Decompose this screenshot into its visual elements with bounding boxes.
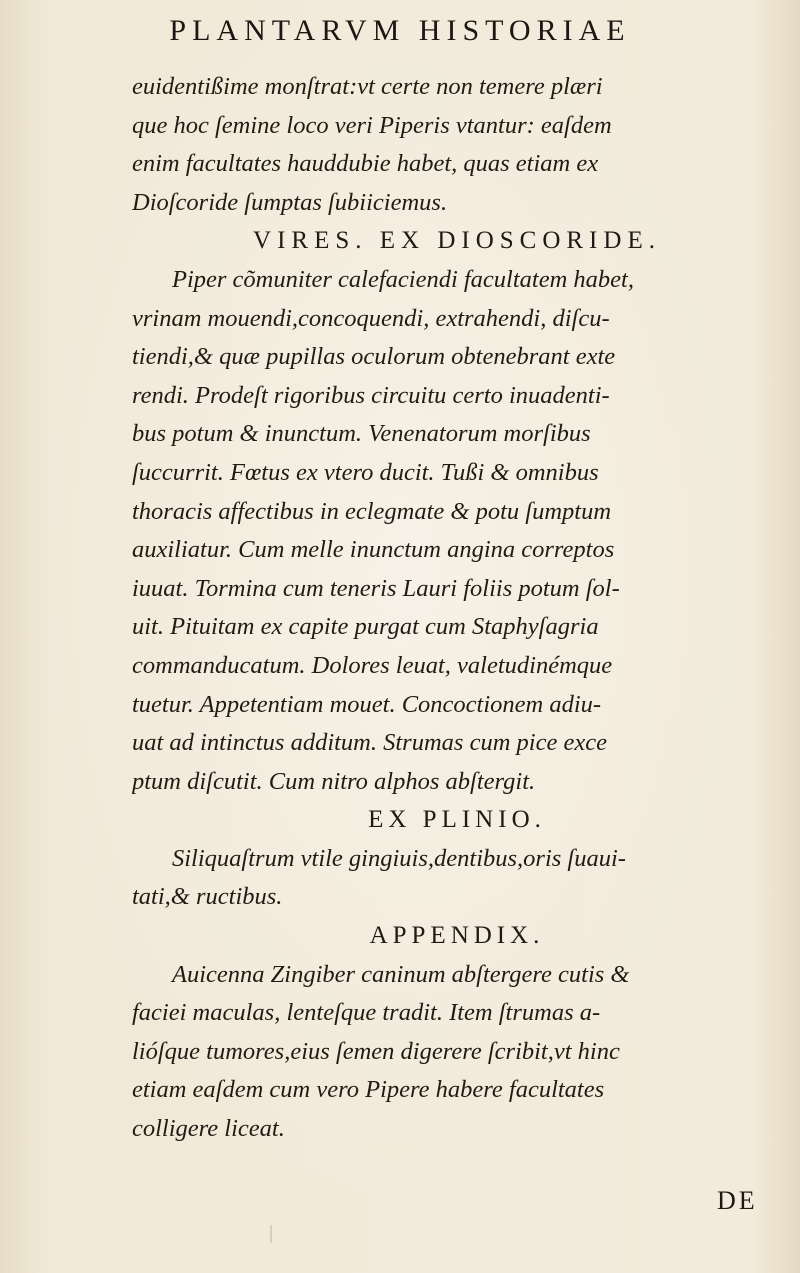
- text-line: que hoc ſemine loco veri Piperis vtantur: eaſdem: [132, 111, 612, 139]
- text-line: euidentißime monſtrat:vt certe non temere plæri: [132, 73, 603, 100]
- text-line: rendi. Prodeſt rigoribus circuitu certo inuadenti-: [132, 381, 610, 409]
- text-line: vrinam mouendi,concoquendi, extrahendi, diſcu-: [132, 304, 610, 332]
- text-line: ptum diſcutit. Cum nitro alphos abſtergit.: [132, 767, 536, 795]
- text-line: enim facultates hauddubie habet, quas etiam ex: [132, 150, 599, 178]
- text-line: tiendi,& quæ pupillas oculorum obtenebrant exte: [132, 343, 616, 371]
- text-line: colligere liceat.: [132, 1115, 285, 1143]
- page-crease: [270, 1225, 272, 1243]
- text-line: Siliquaſtrum vtile gingiuis,dentibus,oris ſuaui-: [172, 844, 626, 872]
- text-line: commanducatum. Dolores leuat, valetudinémque: [132, 651, 613, 679]
- text-line: iuuat. Tormina cum teneris Lauri foliis potum ſol-: [132, 574, 620, 602]
- text-line: thoracis affectibus in eclegmate & potu ſumptum: [132, 497, 612, 525]
- text-line: Auicenna Zingiber caninum abſtergere cutis &: [172, 960, 630, 988]
- text-line: ſuccurrit. Fœtus ex vtero ducit. Tußi & omnibus: [132, 458, 599, 486]
- text-line: faciei maculas, lenteſque tradit. Item ſtrumas a-: [132, 999, 601, 1027]
- text-line: uat ad intinctus additum. Strumas cum pice exce: [132, 729, 607, 757]
- catchword: DE: [717, 1186, 758, 1215]
- section-heading-appendix: APPENDIX.: [369, 922, 545, 950]
- text-line: Dioſcoride ſumptas ſubiiciemus.: [132, 188, 448, 216]
- text-line: auxiliatur. Cum melle inunctum angina correptos: [132, 536, 615, 564]
- text-block: [132, 68, 782, 1149]
- section-heading-plinio: EX PLINIO.: [368, 806, 546, 834]
- text-line: lióſque tumores,eius ſemen digerere ſcribit,vt hinc: [132, 1037, 620, 1065]
- text-line: uit. Pituitam ex capite purgat cum Staphyſagria: [132, 613, 599, 641]
- section-heading-vires: VIRES. EX DIOSCORIDE.: [253, 227, 661, 255]
- text-line: tati,& ructibus.: [132, 883, 283, 911]
- running-head: PLANTARVM HISTORIAE: [169, 14, 631, 47]
- text-line: bus potum & inunctum. Venenatorum morſibus: [132, 420, 591, 448]
- text-line: Piper cõmuniter calefaciendi facultatem habet,: [172, 265, 634, 293]
- text-line: tuetur. Appetentiam mouet. Concoctionem adiu-: [132, 690, 602, 718]
- text-line: etiam eaſdem cum vero Pipere habere facultates: [132, 1076, 605, 1104]
